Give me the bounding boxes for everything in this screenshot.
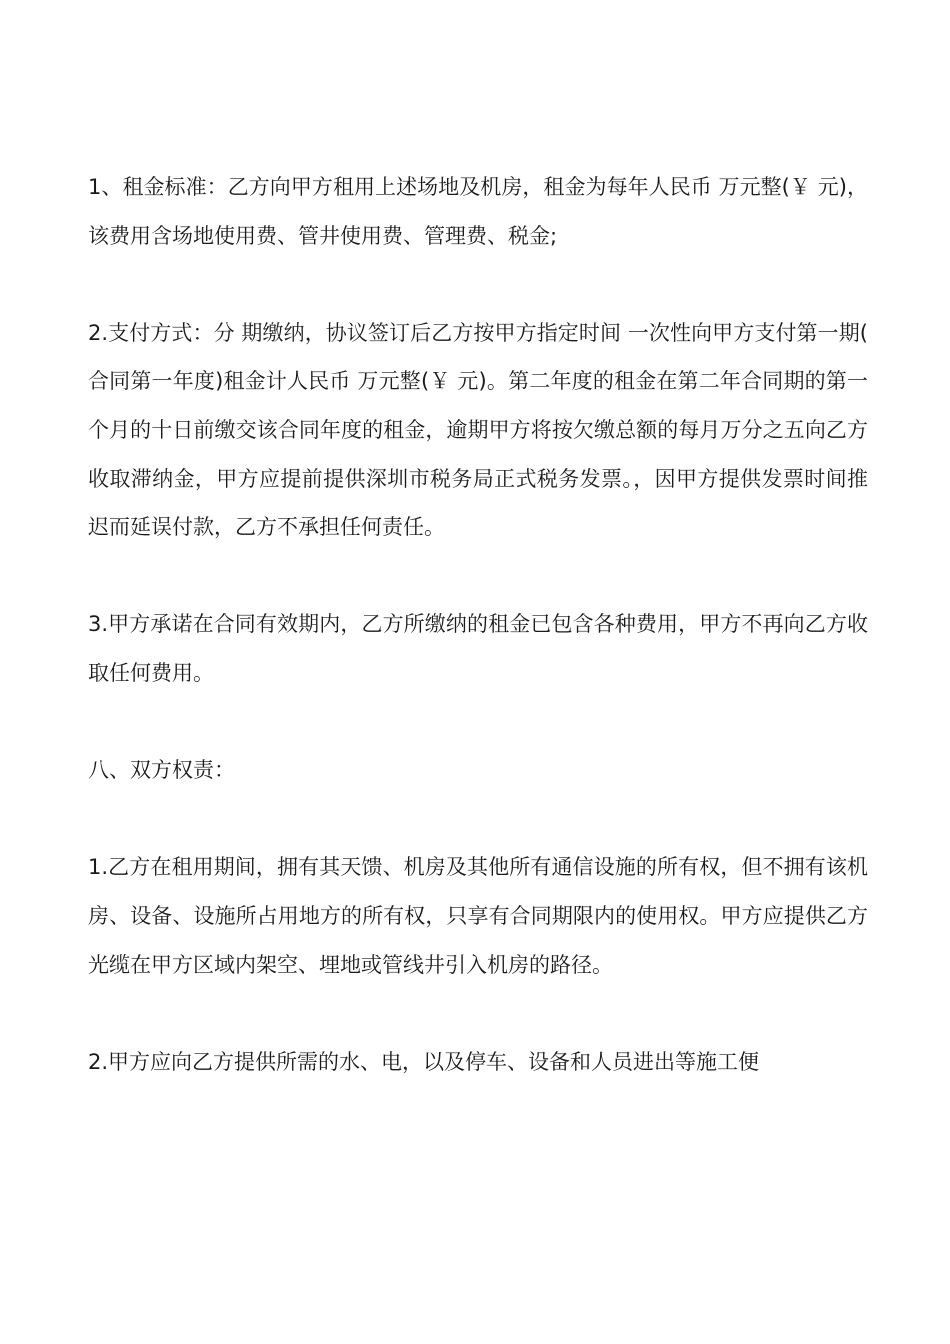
document-body <box>88 163 868 1086</box>
clause-no-extra-fees: 3.甲方承诺在合同有效期内，乙方所缴纳的租金已包含各种费用，甲方不再向乙方收取任何费用。 <box>88 612 868 685</box>
section-heading-rights-duties: 八、双方权责： <box>88 758 235 783</box>
clause-payment-method: 2.支付方式：分 期缴纳，协议签订后乙方按甲方指定时间 一次性向甲方支付第一期(合同第一年度)租金计人民币 万元整(￥ 元)。第二年度的租金在第二年合同期的第一个月的十日前缴交该合同年度的租金，逾期甲方将按欠缴总额的每月万分之五向乙方收取滞纳金，甲方应提前提供深圳市税务局正式税务发票。，因甲方提供发票时间推迟而延误付款，乙方不承担任何责任。 <box>88 320 868 540</box>
clause-ownership-rights: 1.乙方在租用期间，拥有其天馈、机房及其他所有通信设施的所有权，但不拥有该机房、设备、设施所占用地方的所有权，只享有合同期限内的使用权。甲方应提供乙方光缆在甲方区域内架空、埋地或管线井引入机房的路径。 <box>88 855 868 977</box>
clause-utilities-provision: 2.甲方应向乙方提供所需的水、电，以及停车、设备和人员进出等施工便 <box>88 1049 760 1074</box>
clause-rent-standard: 1、租金标准：乙方向甲方租用上述场地及机房，租金为每年人民币 万元整(￥ 元)，该费用含场地使用费、管井使用费、管理费、税金; <box>88 175 868 248</box>
